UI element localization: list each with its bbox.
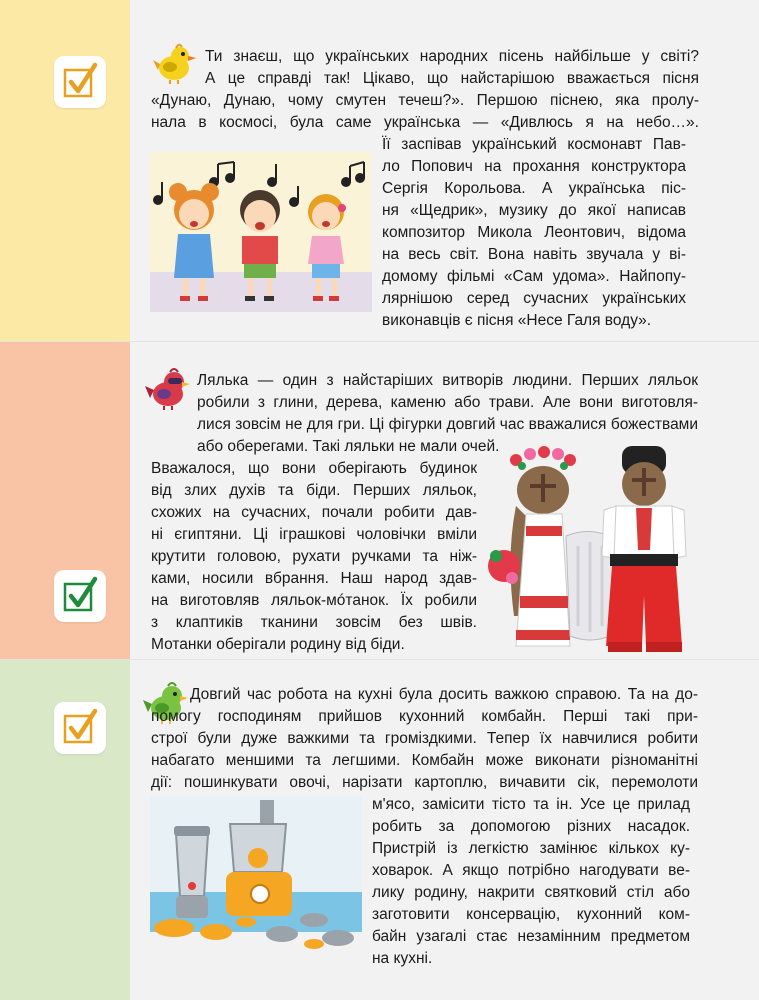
dolls-paragraph-wrap bbox=[151, 458, 477, 656]
checkmark-icon bbox=[62, 62, 98, 102]
text-line: м'ясо, замісити тісто та ін. Усе це прилад bbox=[372, 796, 690, 813]
female-motanka bbox=[488, 446, 576, 646]
section-food-processor bbox=[0, 660, 759, 1000]
text-line: домому фільмі «Сам удома». Найпопу- bbox=[382, 268, 686, 285]
text-line: дії: пошинкувати овочі, нарізати картоплю, вичавити сік, перемолоти bbox=[151, 774, 698, 791]
text-line: набагато меншими та легшими. Комбайн може виконати різноманітні bbox=[151, 752, 698, 769]
songs-paragraph-wrap bbox=[382, 134, 686, 332]
text-line: Довгий час робота на кухні була досить важкою справою. Та на до- bbox=[190, 686, 698, 703]
text-line: виконавців є пісня «Несе Галя воду». bbox=[382, 312, 652, 329]
text-line: заготовити консервацію, кухонний ком- bbox=[372, 906, 690, 923]
text-line: байн узагалі стає незамінним предметом bbox=[372, 928, 690, 945]
text-line: помогу господиням прийшов кухонний комбайн. Перші такі при- bbox=[151, 708, 698, 725]
singing-children-illustration bbox=[150, 152, 372, 312]
text-line: або оберегами. Такі ляльки не мали очей. bbox=[197, 438, 500, 455]
text-line: Сергія Корольова. А українська піс- bbox=[382, 180, 686, 197]
red-bird-icon bbox=[144, 366, 192, 410]
section-dolls bbox=[0, 342, 759, 660]
text-line: робить за допомогою різних насадок. bbox=[372, 818, 690, 835]
text-line: композитор Микола Леонтович, відома bbox=[382, 224, 686, 241]
text-line: на кухні. bbox=[372, 950, 433, 967]
text-line: робили з глини, дерева, каменю або трави. Але вони виготовля- bbox=[197, 394, 698, 411]
text-line: лярнішою серед сучасних українських bbox=[382, 290, 686, 307]
text-line: з клаптиків тканини зовсім без швів. bbox=[151, 614, 477, 631]
food-processor-illustration bbox=[150, 796, 362, 956]
text-line: ло Попович на прохання конструктора bbox=[382, 158, 686, 175]
yellow-bird-icon bbox=[152, 42, 200, 84]
text-line: «Дунаю, Дунаю, чому смутен течеш?». Першою піснею, яка пролу- bbox=[151, 92, 699, 109]
songs-paragraph-top bbox=[205, 46, 699, 90]
male-motanka bbox=[602, 446, 686, 652]
text-line: крутити головою, рухати ручками та ніж- bbox=[151, 548, 477, 565]
checkmark-icon bbox=[62, 708, 98, 748]
text-line: ні єгиптяни. Ці іграшкові чоловічки вміли bbox=[151, 526, 477, 543]
text-line: лику родину, накрити святковий стіл або bbox=[372, 884, 690, 901]
text-line: Вважалося, що вони оберігають будинок bbox=[151, 460, 477, 477]
text-line: строї були дуже важкими та громіздкими. Тепер їх навчилися робити bbox=[151, 730, 698, 747]
text-line: ками, носили вбрання. Наш народ здав- bbox=[151, 570, 477, 587]
text-line: Лялька — один з найстаріших витворів людини. Перших ляльок bbox=[197, 372, 698, 389]
text-line: нала в космосі, була саме українська — «Дивлюсь я на небо…». bbox=[151, 114, 699, 131]
food-processor-paragraph-wrap bbox=[372, 794, 690, 970]
text-line: ховарок. А якщо потрібно нагодувати ве- bbox=[372, 862, 690, 879]
food-processor-paragraph-mid bbox=[151, 706, 698, 794]
section-songs bbox=[0, 0, 759, 342]
songs-paragraph-mid bbox=[151, 90, 699, 134]
text-line: на весь світ. Вона навіть звучала у ві- bbox=[382, 246, 686, 263]
food-processor-paragraph-top bbox=[190, 684, 698, 706]
text-line: ня «Щедрик», музику до якої написав bbox=[382, 202, 686, 219]
text-line: схожих на сучасних, почали робити дав- bbox=[151, 504, 477, 521]
motanka-dolls-illustration bbox=[486, 446, 692, 656]
text-line: лися зовсім не для гри. Ці фігурки довгий час вважалися божествами bbox=[197, 416, 698, 433]
text-line: на виготовляв ляльок-мóтанок. Їх робили bbox=[151, 592, 477, 609]
text-line: А це справді так! Цікаво, що найстарішою вважається пісня bbox=[205, 70, 699, 87]
text-line: Пристрій із легкістю замінює кількох ку- bbox=[372, 840, 690, 857]
checkmark-icon bbox=[62, 576, 98, 616]
dolls-paragraph-top bbox=[197, 370, 698, 458]
checkbox-dolls[interactable] bbox=[54, 570, 106, 622]
sidebar-strip-yellow bbox=[0, 0, 130, 342]
checkbox-songs[interactable] bbox=[54, 56, 106, 108]
text-line: Мотанки оберігали родину від біди. bbox=[151, 636, 405, 653]
text-line: Ти знаєш, що українських народних пісень найбільше у світі? bbox=[205, 48, 699, 65]
checkbox-food-processor[interactable] bbox=[54, 702, 106, 754]
text-line: від злих духів та біди. Перших ляльок, bbox=[151, 482, 477, 499]
text-line: Її заспівав український космонавт Пав- bbox=[382, 136, 686, 153]
